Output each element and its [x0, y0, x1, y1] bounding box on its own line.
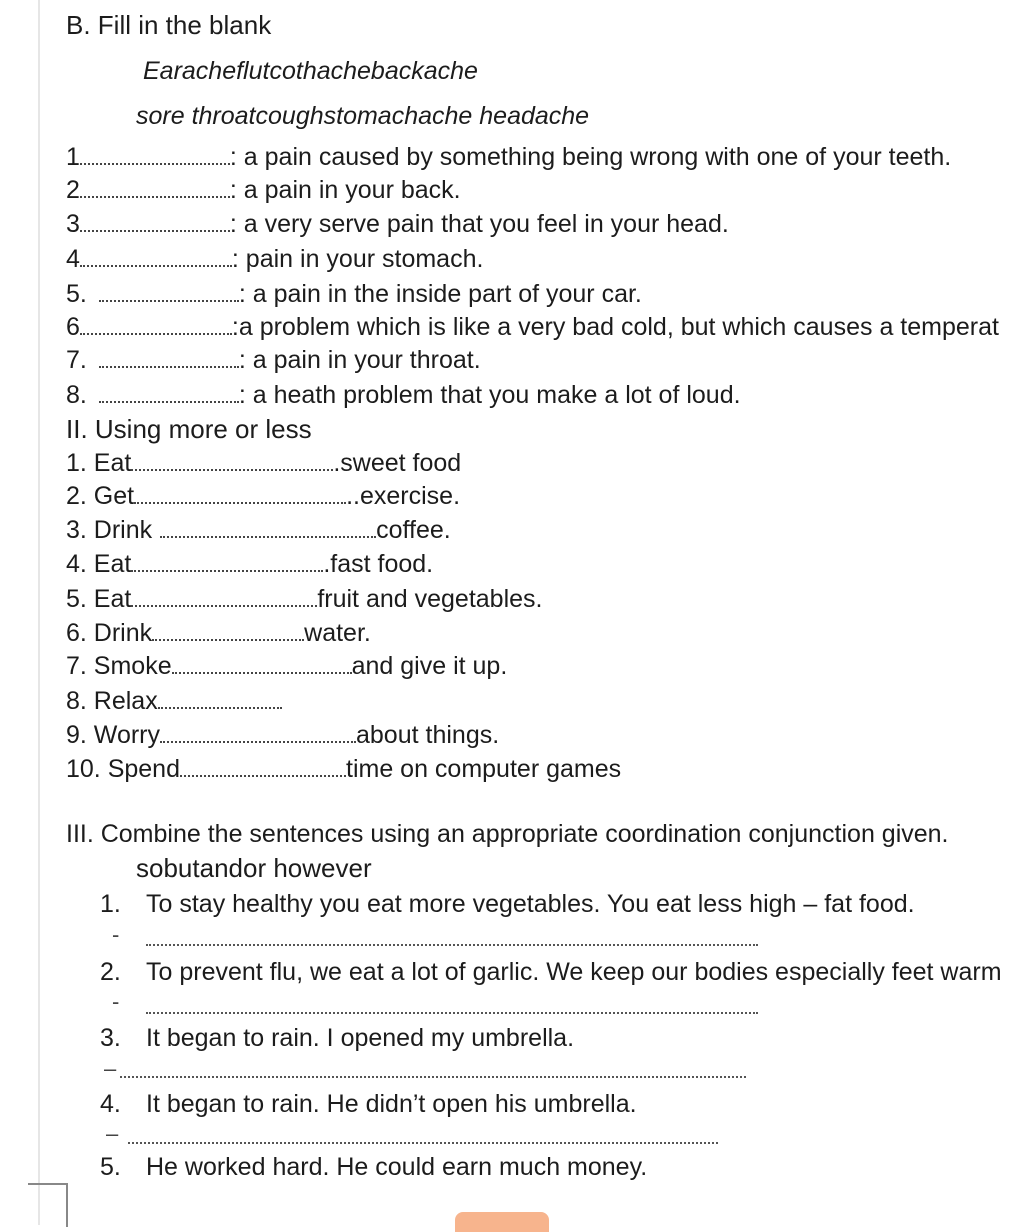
item-text: : pain in your stomach. [231, 245, 484, 273]
scroll-tab-button[interactable] [455, 1212, 549, 1232]
item-text: To stay healthy you eat more vegetables. You eat less high – fat food. [146, 890, 915, 918]
item-text: :a problem which is like a very bad cold, but which causes a temperat [231, 313, 999, 341]
word-bank-line-2: sore throatcoughstomachache headache [136, 102, 590, 130]
section-2-title: II. Using more or less [66, 414, 312, 444]
item-end: water. [304, 619, 371, 647]
section-3-title: III. Combine the sentences using an appropriate coordination conjunction given. [66, 820, 949, 848]
item-start: 8. Relax [66, 687, 158, 715]
more-less-item-4 [66, 549, 433, 579]
item-number: 5. [66, 280, 87, 308]
combine-item-3 [100, 1023, 574, 1053]
answer-blank[interactable] [99, 346, 239, 368]
combine-item-5 [100, 1152, 647, 1182]
more-less-item-5 [66, 584, 542, 614]
item-start: 2. Get [66, 482, 135, 510]
item-end: time on computer games [346, 755, 622, 783]
item-number: 4 [66, 245, 80, 273]
answer-line-3[interactable] [120, 1076, 746, 1078]
page-edge-left [38, 0, 40, 1225]
item-text: : a pain in the inside part of your car. [238, 280, 642, 308]
item-number: 5. [100, 1153, 121, 1181]
fill-item-1 [66, 142, 951, 172]
item-number: 2. [100, 958, 121, 986]
answer-blank[interactable] [80, 313, 232, 335]
fill-item-7 [66, 345, 481, 375]
fill-item-5 [66, 279, 642, 309]
word-bank-line-1: Earacheflutcothachebackache [143, 57, 478, 85]
item-text: : a pain caused by something being wrong with one of your teeth. [229, 143, 952, 171]
answer-blank[interactable] [80, 210, 230, 232]
answer-blank[interactable] [131, 585, 317, 607]
answer-line-1[interactable] [146, 944, 758, 946]
item-text: It began to rain. He didn’t open his umbrella. [146, 1090, 637, 1118]
item-text: : a very serve pain that you feel in your head. [229, 210, 729, 238]
item-start: 5. Eat [66, 585, 132, 613]
more-less-item-2 [66, 481, 460, 511]
answer-blank[interactable] [134, 482, 346, 504]
item-start: 3. Drink [66, 516, 153, 544]
fill-item-2 [66, 175, 461, 205]
answer-line-4[interactable] [128, 1142, 718, 1144]
fill-item-6 [66, 312, 999, 342]
item-text: : a pain in your throat. [238, 346, 481, 374]
item-end: .sweet food [333, 449, 462, 477]
more-less-item-1 [66, 448, 461, 478]
answer-blank[interactable] [172, 652, 352, 674]
item-end: ..exercise. [346, 482, 461, 510]
item-start: 4. Eat [66, 550, 132, 578]
item-text: It began to rain. I opened my umbrella. [146, 1024, 575, 1052]
item-start: 6. Drink [66, 619, 153, 647]
answer-line-2[interactable] [146, 1012, 758, 1014]
fill-item-3 [66, 209, 729, 239]
more-less-item-3 [66, 515, 451, 545]
answer-dash: – [106, 1121, 119, 1146]
answer-blank[interactable] [180, 755, 346, 777]
item-end: .fast food. [323, 550, 434, 578]
answer-blank[interactable] [152, 619, 304, 641]
item-text: : a pain in your back. [229, 176, 461, 204]
answer-blank[interactable] [80, 245, 232, 267]
answer-dash: - [112, 922, 120, 947]
item-end: coffee. [376, 516, 451, 544]
item-number: 3. [100, 1024, 121, 1052]
item-number: 3 [66, 210, 80, 238]
more-less-item-8 [66, 686, 282, 716]
answer-blank[interactable] [131, 449, 333, 471]
more-less-item-9 [66, 720, 499, 750]
answer-blank[interactable] [160, 516, 376, 538]
item-end: about things. [356, 721, 500, 749]
answer-blank[interactable] [160, 721, 356, 743]
item-number: 8. [66, 381, 87, 409]
item-text: He worked hard. He could earn much money. [146, 1153, 648, 1181]
item-start: 9. Worry [66, 721, 160, 749]
item-number: 1 [66, 143, 80, 171]
item-end: and give it up. [351, 652, 508, 680]
item-number: 6 [66, 313, 80, 341]
item-text: To prevent flu, we eat a lot of garlic. We keep our bodies especially feet warm [146, 958, 1002, 986]
conjunction-list: sobutandor however [136, 853, 372, 883]
fill-item-4 [66, 244, 483, 274]
item-number: 2 [66, 176, 80, 204]
answer-blank[interactable] [99, 280, 239, 302]
item-number: 1. [100, 890, 121, 918]
answer-dash: – [104, 1056, 117, 1081]
item-start: 10. Spend [66, 755, 180, 783]
item-end: fruit and vegetables. [317, 585, 543, 613]
combine-item-2 [100, 957, 1002, 987]
item-number: 7. [66, 346, 87, 374]
combine-item-1 [100, 889, 915, 919]
more-less-item-6 [66, 618, 371, 648]
answer-blank[interactable] [131, 550, 323, 572]
answer-blank[interactable] [158, 687, 282, 709]
item-start: 1. Eat [66, 449, 132, 477]
more-less-item-7 [66, 651, 507, 681]
fill-item-8 [66, 380, 741, 410]
section-b-title: B. Fill in the blank [66, 10, 272, 40]
item-text: : a heath problem that you make a lot of loud. [238, 381, 741, 409]
combine-item-4 [100, 1089, 637, 1119]
answer-blank[interactable] [80, 143, 230, 165]
more-less-item-10 [66, 754, 621, 784]
item-start: 7. Smoke [66, 652, 172, 680]
answer-blank[interactable] [99, 381, 239, 403]
answer-dash: - [112, 989, 120, 1014]
corner-frame [28, 1183, 68, 1227]
item-number: 4. [100, 1090, 121, 1118]
answer-blank[interactable] [80, 176, 230, 198]
